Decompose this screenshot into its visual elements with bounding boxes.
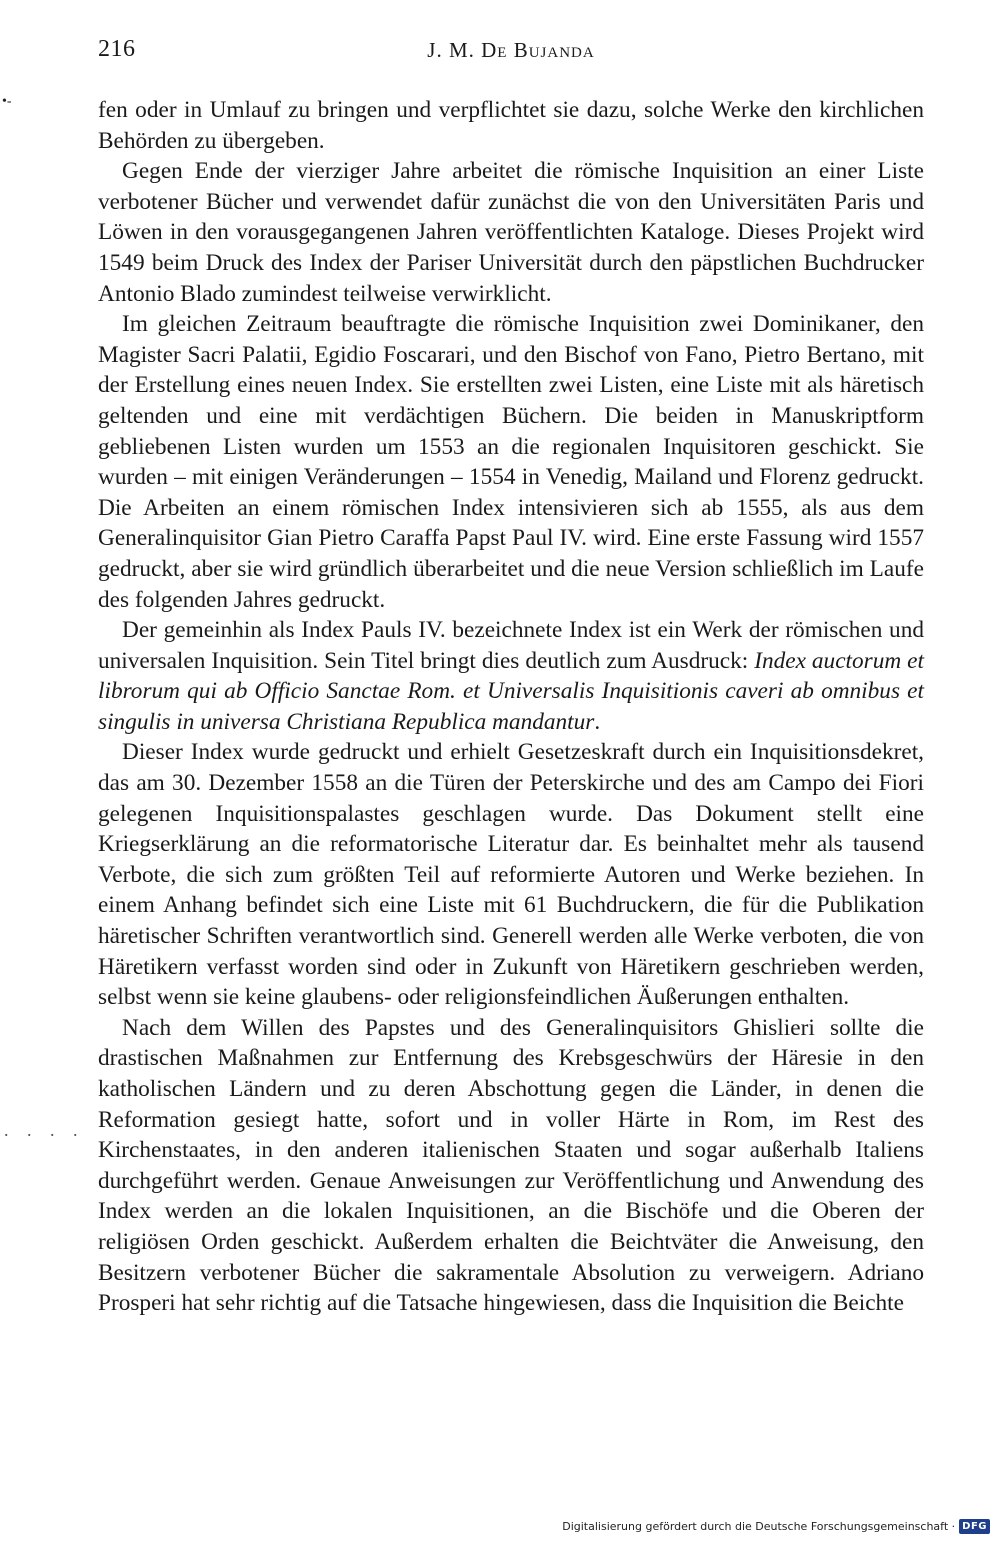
dfg-logo-icon: DFG: [959, 1519, 990, 1534]
paragraph-6: Nach dem Willen des Papstes und des Generalinquisitors Ghislieri sollte die drastischen Maßnahmen zur Entfernung des Krebsgeschwürs der Häresie in den katholischen Ländern und zu deren Abschottung gegen die Länder, in denen die Reformation gesiegt hatte, sofort und in voller Härte in Rom, im Rest des Kirchenstaates, in den anderen italienischen Staaten und sogar außerhalb Italiens durchgeführt werden. Genaue Anweisungen zur Veröffentlichung und Anwendung des Index werden an die lokalen Inquisitionen, an die Bischöfe und die Oberen der religiösen Orden geschickt. Außerdem erhalten die Beichtväter die Anweisung, den Besitzern verbotener Bücher die sakramentale Absolution zu verweigern. Adriano Prosperi hat sehr richtig auf die Tatsache hingewiesen, dass die Inquisition die Beichte: [98, 1014, 924, 1317]
paragraph-5: Dieser Index wurde gedruckt und erhielt Gesetzeskraft durch ein Inquisitionsdekret, das am 30. Dezember 1558 an die Türen der Peterskirche und des am Campo dei Fiori gelegenen Inquisitionspalastes geschlagen wurde. Das Dokument stellt eine Kriegserklärung an die reformatorische Literatur dar. Es beinhaltet mehr als tausend Verbote, die sich zum größten Teil auf reformierte Autoren und Werke beziehen. In einem Anhang befindet sich eine Liste mit 61 Buchdruckern, die für die Publikation häretischer Schriften verantwortlich sind. Generell werden alle Werke verboten, die von Häretikern verfasst worden sind oder in Zukunft von Häretikern geschrieben werden, selbst wenn sie keine glaubens- oder religionsfeindlichen Äußerungen enthalten.: [98, 739, 924, 1011]
paragraph-1: fen oder in Umlauf zu bringen und verpflichtet sie dazu, solche Werke den kirchlichen Behörden zu übergeben.: [98, 97, 924, 154]
paragraph-2: Gegen Ende der vierziger Jahre arbeitet die römische Inquisition an einer Liste verbotener Bücher und verwendet dafür zunächst die von den Universitäten Paris und Löwen in den vorausgegangenen Jahren veröffentlichten Kataloge. Dieses Projekt wird 1549 beim Druck des Index der Pariser Universität durch den päpstlichen Buchdrucker Antonio Blado zumindest teilweise verwirklicht.: [98, 158, 924, 307]
page-number: 216: [98, 36, 136, 62]
page-header: [98, 36, 924, 72]
digitization-footer: [562, 1515, 990, 1537]
index-title-italic: Index auctorum et librorum qui ab Officio Sanctae Rom. et Universalis Inquisitionis caveri ab omnibus et singulis in universa Christiana Republica mandantur: [98, 647, 924, 735]
paragraph-3: Im gleichen Zeitraum beauftragte die römische Inquisition zwei Dominikaner, den Magister Sacri Palatii, Egidio Foscarari, und den Bischof von Fano, Pietro Bertano, mit der Erstellung eines neuen Index. Sie erstellten zwei Listen, eine Liste mit als häretisch geltenden und eine mit verdächtigen Büchern. Die beiden in Manuskriptform gebliebenen Listen wurden um 1553 an die regionalen Inquisitoren geschickt. Sie wurden – mit einigen Veränderungen – 1554 in Venedig, Mailand und Florenz gedruckt. Die Arbeiten an einem römischen Index intensivieren sich ab 1555, als aus dem Generalinquisitor Gian Pietro Caraffa Papst Paul IV. wird. Eine erste Fassung wird 1557 gedruckt, aber sie wird gründlich überarbeitet und die neue Version schließlich im Laufe des folgenden Jahres gedruckt.: [98, 311, 924, 613]
margin-dots: . . . .: [4, 1120, 85, 1140]
paragraph-4-end: .: [594, 708, 601, 735]
paragraph-4-text: Der gemeinhin als Index Pauls IV. bezeichnete Index ist ein Werk der römischen und universalen Inquisition. Sein Titel bringt dies deutlich zum Ausdruck:: [98, 617, 924, 674]
running-head: J. M. De Bujanda: [427, 38, 595, 62]
paragraph-4: [98, 615, 924, 737]
body-text: [98, 95, 924, 1319]
footer-credit: Digitalisierung gefördert durch die Deutsche Forschungsgemeinschaft ·: [562, 1519, 956, 1533]
margin-mark: •-: [2, 94, 12, 109]
